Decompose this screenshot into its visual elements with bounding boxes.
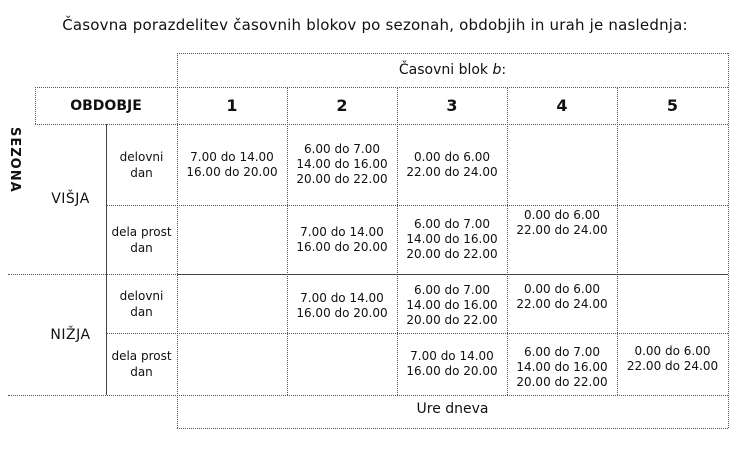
grid-line — [728, 53, 729, 428]
hours-of-day-label: Ure dneva — [416, 401, 489, 417]
cell-lower-workday-b4: 0.00 do 6.00 22.00 do 24.00 — [516, 282, 608, 311]
block-header-4: 4 — [556, 96, 568, 115]
cell-lower-holiday-b2 — [287, 333, 397, 395]
cell-higher-holiday-b4: 0.00 do 6.00 22.00 do 24.00 — [516, 208, 608, 237]
cell-lower-workday-b2: 7.00 do 14.00 16.00 do 20.00 — [296, 290, 388, 320]
season-lower: NIŽJA — [50, 326, 91, 343]
period-header: OBDOBJE — [70, 97, 142, 114]
cell-lower-holiday-b4: 6.00 do 7.00 14.00 do 16.00 20.00 do 22.00 — [516, 344, 608, 389]
cell-higher-workday-b4 — [507, 124, 617, 205]
block-header-2: 2 — [336, 96, 348, 115]
season-axis-label: SEZONA — [7, 127, 22, 193]
cell-higher-workday-b3: 0.00 do 6.00 22.00 do 24.00 — [406, 149, 498, 179]
cell-higher-holiday-b3: 6.00 do 7.00 14.00 do 16.00 20.00 do 22.00 — [406, 217, 498, 261]
time-block-label: Časovni blok — [398, 62, 493, 78]
cell-higher-workday-b1: 7.00 do 14.00 16.00 do 20.00 — [186, 149, 278, 179]
block-header-1: 1 — [226, 96, 238, 115]
season-higher: VIŠJA — [51, 191, 90, 207]
cell-higher-holiday-b5 — [617, 205, 728, 274]
cell-lower-workday-b3: 6.00 do 7.00 14.00 do 16.00 20.00 do 22.00 — [406, 283, 498, 327]
block-header-3: 3 — [446, 96, 458, 115]
cell-lower-workday-b5 — [617, 274, 728, 333]
cell-lower-holiday-b1 — [177, 333, 287, 395]
cell-lower-holiday-b5: 0.00 do 6.00 22.00 do 24.00 — [626, 344, 719, 373]
cell-higher-workday-b2: 6.00 do 7.00 14.00 do 16.00 20.00 do 22.00 — [296, 142, 388, 186]
block-header-5: 5 — [666, 96, 679, 115]
cell-higher-holiday-b2: 7.00 do 14.00 16.00 do 20.00 — [296, 224, 388, 254]
cell-higher-workday-b5 — [617, 124, 728, 205]
time-block-suffix: : — [501, 62, 507, 78]
time-block-header — [177, 53, 728, 87]
day-type-higher-workday: delovni dan — [119, 149, 164, 180]
grid-line — [177, 428, 728, 429]
cell-lower-holiday-b3: 7.00 do 14.00 16.00 do 20.00 — [406, 349, 498, 378]
cell-higher-holiday-b1 — [177, 205, 287, 274]
cell-lower-workday-b1 — [177, 274, 287, 333]
time-block-variable: b — [492, 62, 502, 78]
day-type-lower-workday: delovni dan — [119, 288, 164, 319]
day-type-lower-holiday: dela prost dan — [111, 349, 172, 379]
page-title: Časovna porazdelitev časovnih blokov po sezonah, obdobjih in urah je naslednja: — [62, 16, 688, 34]
day-type-higher-holiday: dela prost dan — [111, 224, 172, 255]
